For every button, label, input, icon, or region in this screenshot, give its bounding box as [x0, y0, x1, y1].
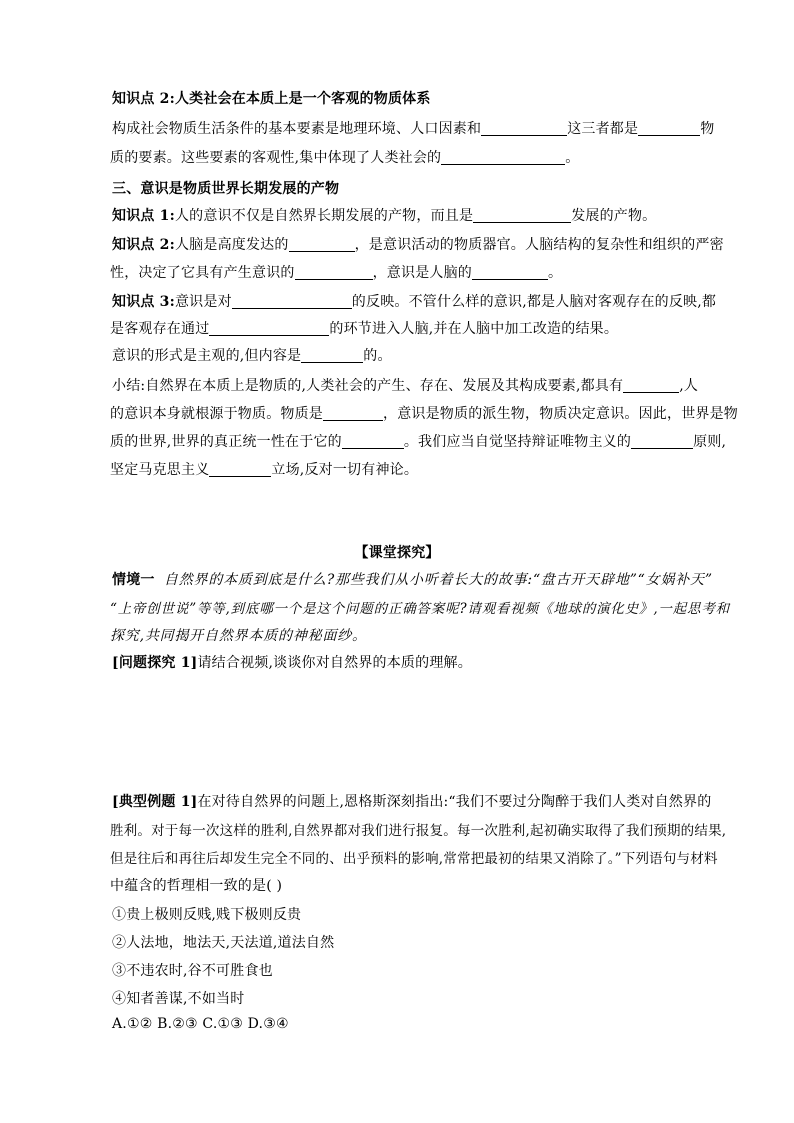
- consciousness-form-line: 意识的形式是主观的,但内容是 的。: [112, 348, 392, 364]
- answer-blank: [481, 121, 567, 136]
- answer-blank: [473, 208, 571, 223]
- option-4: ④知者善谋,不如当时: [112, 991, 245, 1007]
- option-3: ③不违农时,谷不可胜食也: [112, 963, 273, 979]
- answer-blank: [209, 321, 329, 336]
- classroom-title: 【课堂探究】: [354, 545, 440, 561]
- option-2: ②人法地，地法天,天法道,道法自然: [112, 935, 335, 951]
- scene-line1: 情境一 自然界的本质到底是什么?那些我们从小听着长大的故事:“盘古开天辟地”“女娲补天”: [112, 572, 713, 588]
- answer-blank: [295, 265, 373, 280]
- example-line2: 胜利。对于每一次这样的胜利,自然界都对我们进行报复。每一次胜利,起初确实取得了我们预期的结果,: [110, 823, 727, 839]
- answer-blank: [209, 462, 271, 477]
- kp2-line2: 性，决定了它具有产生意识的 ，意识是人脑的 。: [110, 265, 563, 281]
- answer-blank: [631, 434, 693, 449]
- summary-line1: 小结:自然界在本质上是物质的,人类社会的产生、存在、发展及其构成要素,都具有 ,人: [112, 378, 699, 394]
- answer-blank: [232, 294, 352, 309]
- scene-line2: “上帝创世说”等等,到底哪一个是这个问题的正确答案呢?请观看视频《地球的演化史》,一起思考和: [110, 601, 730, 617]
- kp2-society-line2: 质的要素。这些要素的客观性,集中体现了人类社会的 。: [110, 150, 580, 166]
- kp1-line: 知识点 1:人的意识不仅是自然界长期发展的产物，而且是 发展的产物。: [112, 208, 657, 224]
- answer-blank: [342, 434, 404, 449]
- answer-blank: [441, 150, 565, 165]
- example-line1: [典型例题 1]在对待自然界的问题上,恩格斯深刻指出:“我们不要过分陶醉于我们人类对自然界的: [112, 794, 712, 810]
- example-line3: 但是往后和再往后却发生完全不同的、出乎预料的影响,常常把最初的结果又消除了。”下列语句与材料: [110, 851, 718, 867]
- example-line4: 中蕴含的哲理相一致的是( ): [110, 878, 283, 894]
- answer-blank: [638, 121, 700, 136]
- section3-heading: 三、意识是物质世界长期发展的产物: [112, 181, 340, 197]
- answer-blank: [301, 348, 363, 363]
- kp2-line1: 知识点 2:人脑是高度发达的 ，是意识活动的物质器官。人脑结构的复杂性和组织的严密: [112, 237, 724, 253]
- question-explore-1: [问题探究 1]请结合视频,谈谈你对自然界的本质的理解。: [112, 655, 472, 671]
- answer-choices: A.①② B.②③ C.①③ D.③④: [112, 1016, 289, 1032]
- summary-line3: 质的世界,世界的真正统一性在于它的 。我们应当自觉坚持辩证唯物主义的 原则,: [110, 434, 727, 450]
- kp2-society-line1: 构成社会物质生活条件的基本要素是地理环境、人口因素和 这三者都是 物: [112, 121, 715, 137]
- scene-line3: 探究,共同揭开自然界本质的神秘面纱。: [110, 628, 367, 644]
- kp3-line1: 知识点 3:意识是对 的反映。不管什么样的意识,都是人脑对客观存在的反映,都: [112, 294, 717, 310]
- answer-blank: [289, 237, 355, 252]
- answer-blank: [323, 406, 383, 421]
- kp2-society-heading: 知识点 2:人类社会在本质上是一个客观的物质体系: [112, 91, 431, 107]
- summary-line4: 坚定马克思主义 立场,反对一切有神论。: [110, 462, 419, 478]
- answer-blank: [623, 378, 679, 393]
- answer-blank: [472, 265, 548, 280]
- kp3-line2: 是客观存在通过 的环节进入人脑,并在人脑中加工改造的结果。: [110, 321, 619, 337]
- option-1: ①贵上极则反贱,贱下极则反贵: [112, 907, 302, 923]
- summary-line2: 的意识本身就根源于物质。物质是 ，意识是物质的派生物，物质决定意识。因此，世界是物: [110, 406, 738, 422]
